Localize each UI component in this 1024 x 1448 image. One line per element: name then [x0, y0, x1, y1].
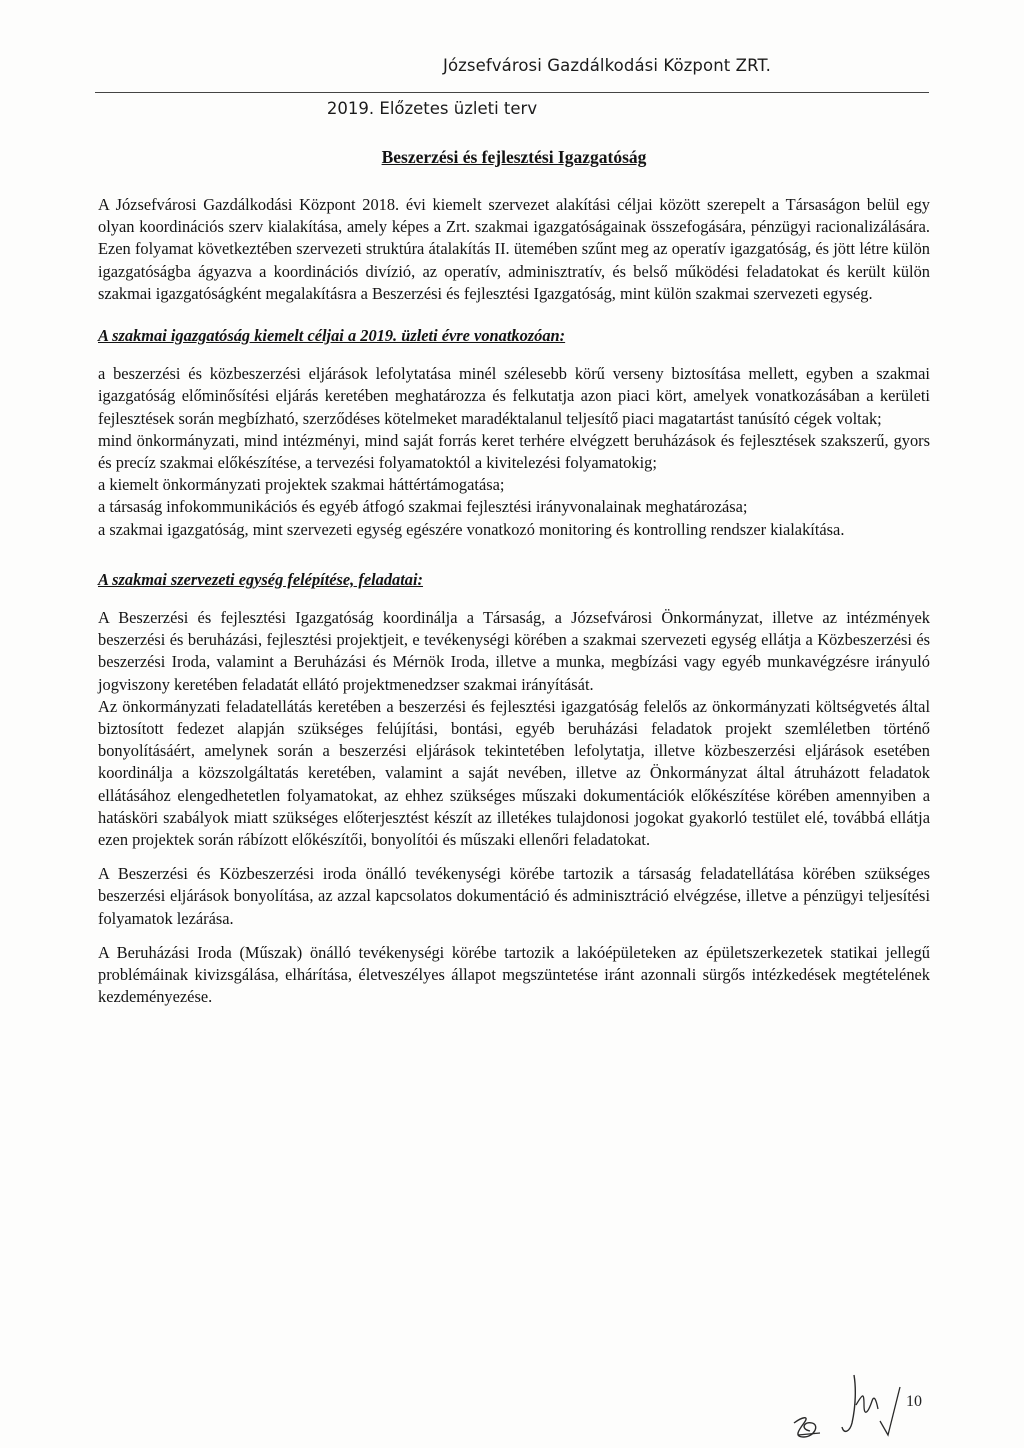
structure-section	[98, 607, 930, 1008]
document-title: Beszerzési és fejlesztési Igazgatóság	[381, 147, 647, 167]
structure-heading: A szakmai szervezeti egység felépítése, feladatai:	[98, 569, 424, 589]
goal-item: a kiemelt önkormányzati projektek szakmai háttértámogatása;	[98, 475, 505, 495]
structure-paragraph: Az önkormányzati feladatellátás keretében a beszerzési és fejlesztési igazgatóság felelős az önkormányzati költségvetés által biztosított fedezet alapján szükséges felújítási, bontási, egyéb beruházási feladatok projekt szemléletben történő bonyolításáért, amelynek során a beszerzési eljárások tekintetében lefolytatja, illetve közbeszerzési eljárások esetében koordinálja a közszolgáltatás keretében, valamint a saját nevében, illetve az Önkormányzat által átruházott feladatok ellátásához elengedhetetlen folyamatokat, az ehhez szükséges műszaki dokumentációk előkészítése körében amennyiben a hatásköri szabályok miatt szükséges előterjesztést készít az illetékes tulajdonosi jogokat gyakorló testület elé, továbbá ellátja ezen projektek során rábízott előkészítői, bonyolítói és műszaki ellenőri feladatokat.	[98, 696, 930, 850]
document-body	[98, 146, 930, 1009]
page-header	[95, 56, 929, 75]
goal-item: a szakmai igazgatóság, mint szervezeti egység egészére vonatkozó monitoring és kontrolling rendszer kialakítása.	[98, 519, 845, 539]
plan-title: 2019. Előzetes üzleti terv	[326, 99, 538, 118]
header-rule	[95, 92, 929, 93]
structure-paragraph: A Beszerzési és fejlesztési Igazgatóság koordinálja a Társaság, a Józsefvárosi Önkormányzat, illetve az intézmények beszerzési és beruházási, fejlesztési projektjeit, e tevékenységi körében a szakmai szervezeti egység ellátja a Közbeszerzési és beszerzési Iroda, valamint a Beruházási és Mérnök Iroda, illetve a munka, megbízási vagy egyéb munkavégzésre irányuló jogviszony keretében feladatát ellátó projektmenedzser szakmai irányítását.	[98, 608, 930, 694]
structure-paragraph: A Beruházási Iroda (Műszak) önálló tevékenységi körébe tartozik a lakóépületeken az épületszerkezetek statikai jellegű problémáinak kivizsgálása, elhárítása, életveszélyes állapot megszüntetése iránt azonnali sürgős intézkedések megtételének kezdeményezése.	[98, 942, 930, 1007]
structure-paragraph: A Beszerzési és Közbeszerzési iroda önálló tevékenységi körébe tartozik a társaság feladatellátása körében szükséges beszerzési eljárások bonyolítása, az azzal kapcsolatos dokumentáció és adminisztráció elvégzése, illetve a pénzügyi teljesítési folyamatok lezárása.	[98, 864, 930, 928]
plan-title-wrapper	[95, 99, 929, 118]
goal-item: a beszerzési és közbeszerzési eljárások lefolytatása minél szélesebb körű verseny biztosítása mellett, egyben a szakmai igazgatóság előminősítési eljárás keretében meghatározza és felkutatja azon piaci kört, amelyek vonatkozásában a kerületi fejlesztések során megbízható, szerződéses kötelmeket maradéktalanul teljesítő piaci magatartást tanúsító cégek voltak;	[98, 364, 930, 428]
goals-list	[98, 363, 930, 541]
page-number: 10	[906, 1393, 922, 1410]
intro-paragraph: A Józsefvárosi Gazdálkodási Központ 2018. évi kiemelt szervezet alakítási céljai között szerepelt a Társaságon belül egy olyan koordinációs szerv kialakítása, amely képes a Zrt. szakmai igazgatóságainak összefogására, pénzügyi racionalizálására. Ezen folyamat következtében szervezeti struktúra átalakítás II. ütemében szűnt meg az operatív igazgatóság, és jött létre külön igazgatóságba ágyazva a koordinációs divízió, az operatív, adminisztratív, és belső működési feladatokat és került külön szakmai igazgatóságként megalakításra a Beszerzési és fejlesztési Igazgatóság, mint külön szakmai szervezeti egység.	[98, 195, 930, 303]
organization-name: Józsefvárosi Gazdálkodási Központ ZRT.	[442, 56, 772, 75]
goals-heading: A szakmai igazgatóság kiemelt céljai a 2019. üzleti évre vonatkozóan:	[98, 326, 566, 346]
goal-item: a társaság infokommunikációs és egyéb átfogó szakmai fejlesztési irányvonalainak meghatározása;	[98, 497, 748, 517]
goal-item: mind önkormányzati, mind intézményi, mind saját forrás keret terhére elvégzett beruházások és fejlesztések szakszerű, gyors és precíz szakmai előkészítése, a tervezési folyamatoktól a kivitelezési folyamatokig;	[98, 430, 930, 473]
